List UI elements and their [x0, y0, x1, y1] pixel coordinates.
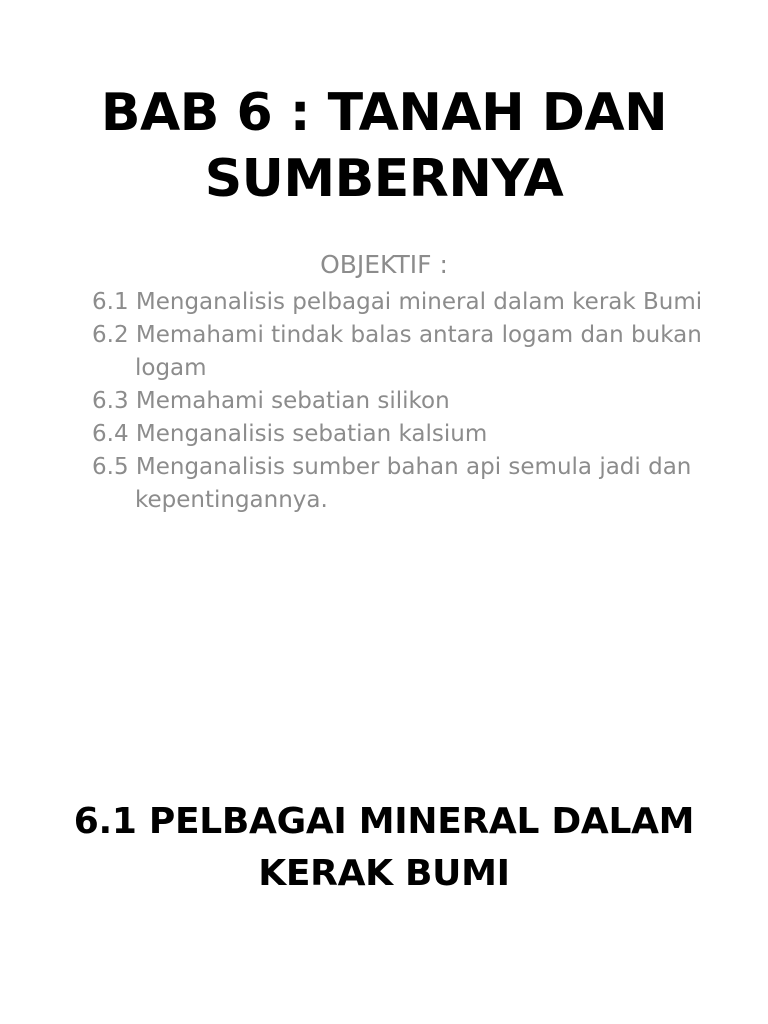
section-title-line-2: KERAK BUMI	[258, 853, 510, 894]
objective-item: 6.5 Menganalisis sumber bahan api semula jadi dan kepentingannya.	[92, 454, 692, 513]
section-title-line-1: 6.1 PELBAGAI MINERAL DALAM	[73, 801, 695, 842]
chapter-title-line-1: BAB 6 : TANAH DAN	[100, 83, 668, 143]
chapter-title	[0, 80, 768, 212]
objective-item: 6.4 Menganalisis sebatian kalsium	[92, 421, 488, 447]
objectives-heading: OBJEKTIF :	[320, 250, 448, 279]
objectives-list	[92, 286, 732, 517]
section-title	[0, 796, 768, 900]
objective-item: 6.3 Memahami sebatian silikon	[92, 388, 450, 414]
chapter-title-line-2: SUMBERNYA	[204, 149, 564, 209]
objective-item: 6.1 Menganalisis pelbagai mineral dalam kerak Bumi	[92, 289, 703, 315]
objective-item: 6.2 Memahami tindak balas antara logam dan bukan logam	[92, 322, 702, 381]
slide-2	[0, 560, 768, 1024]
